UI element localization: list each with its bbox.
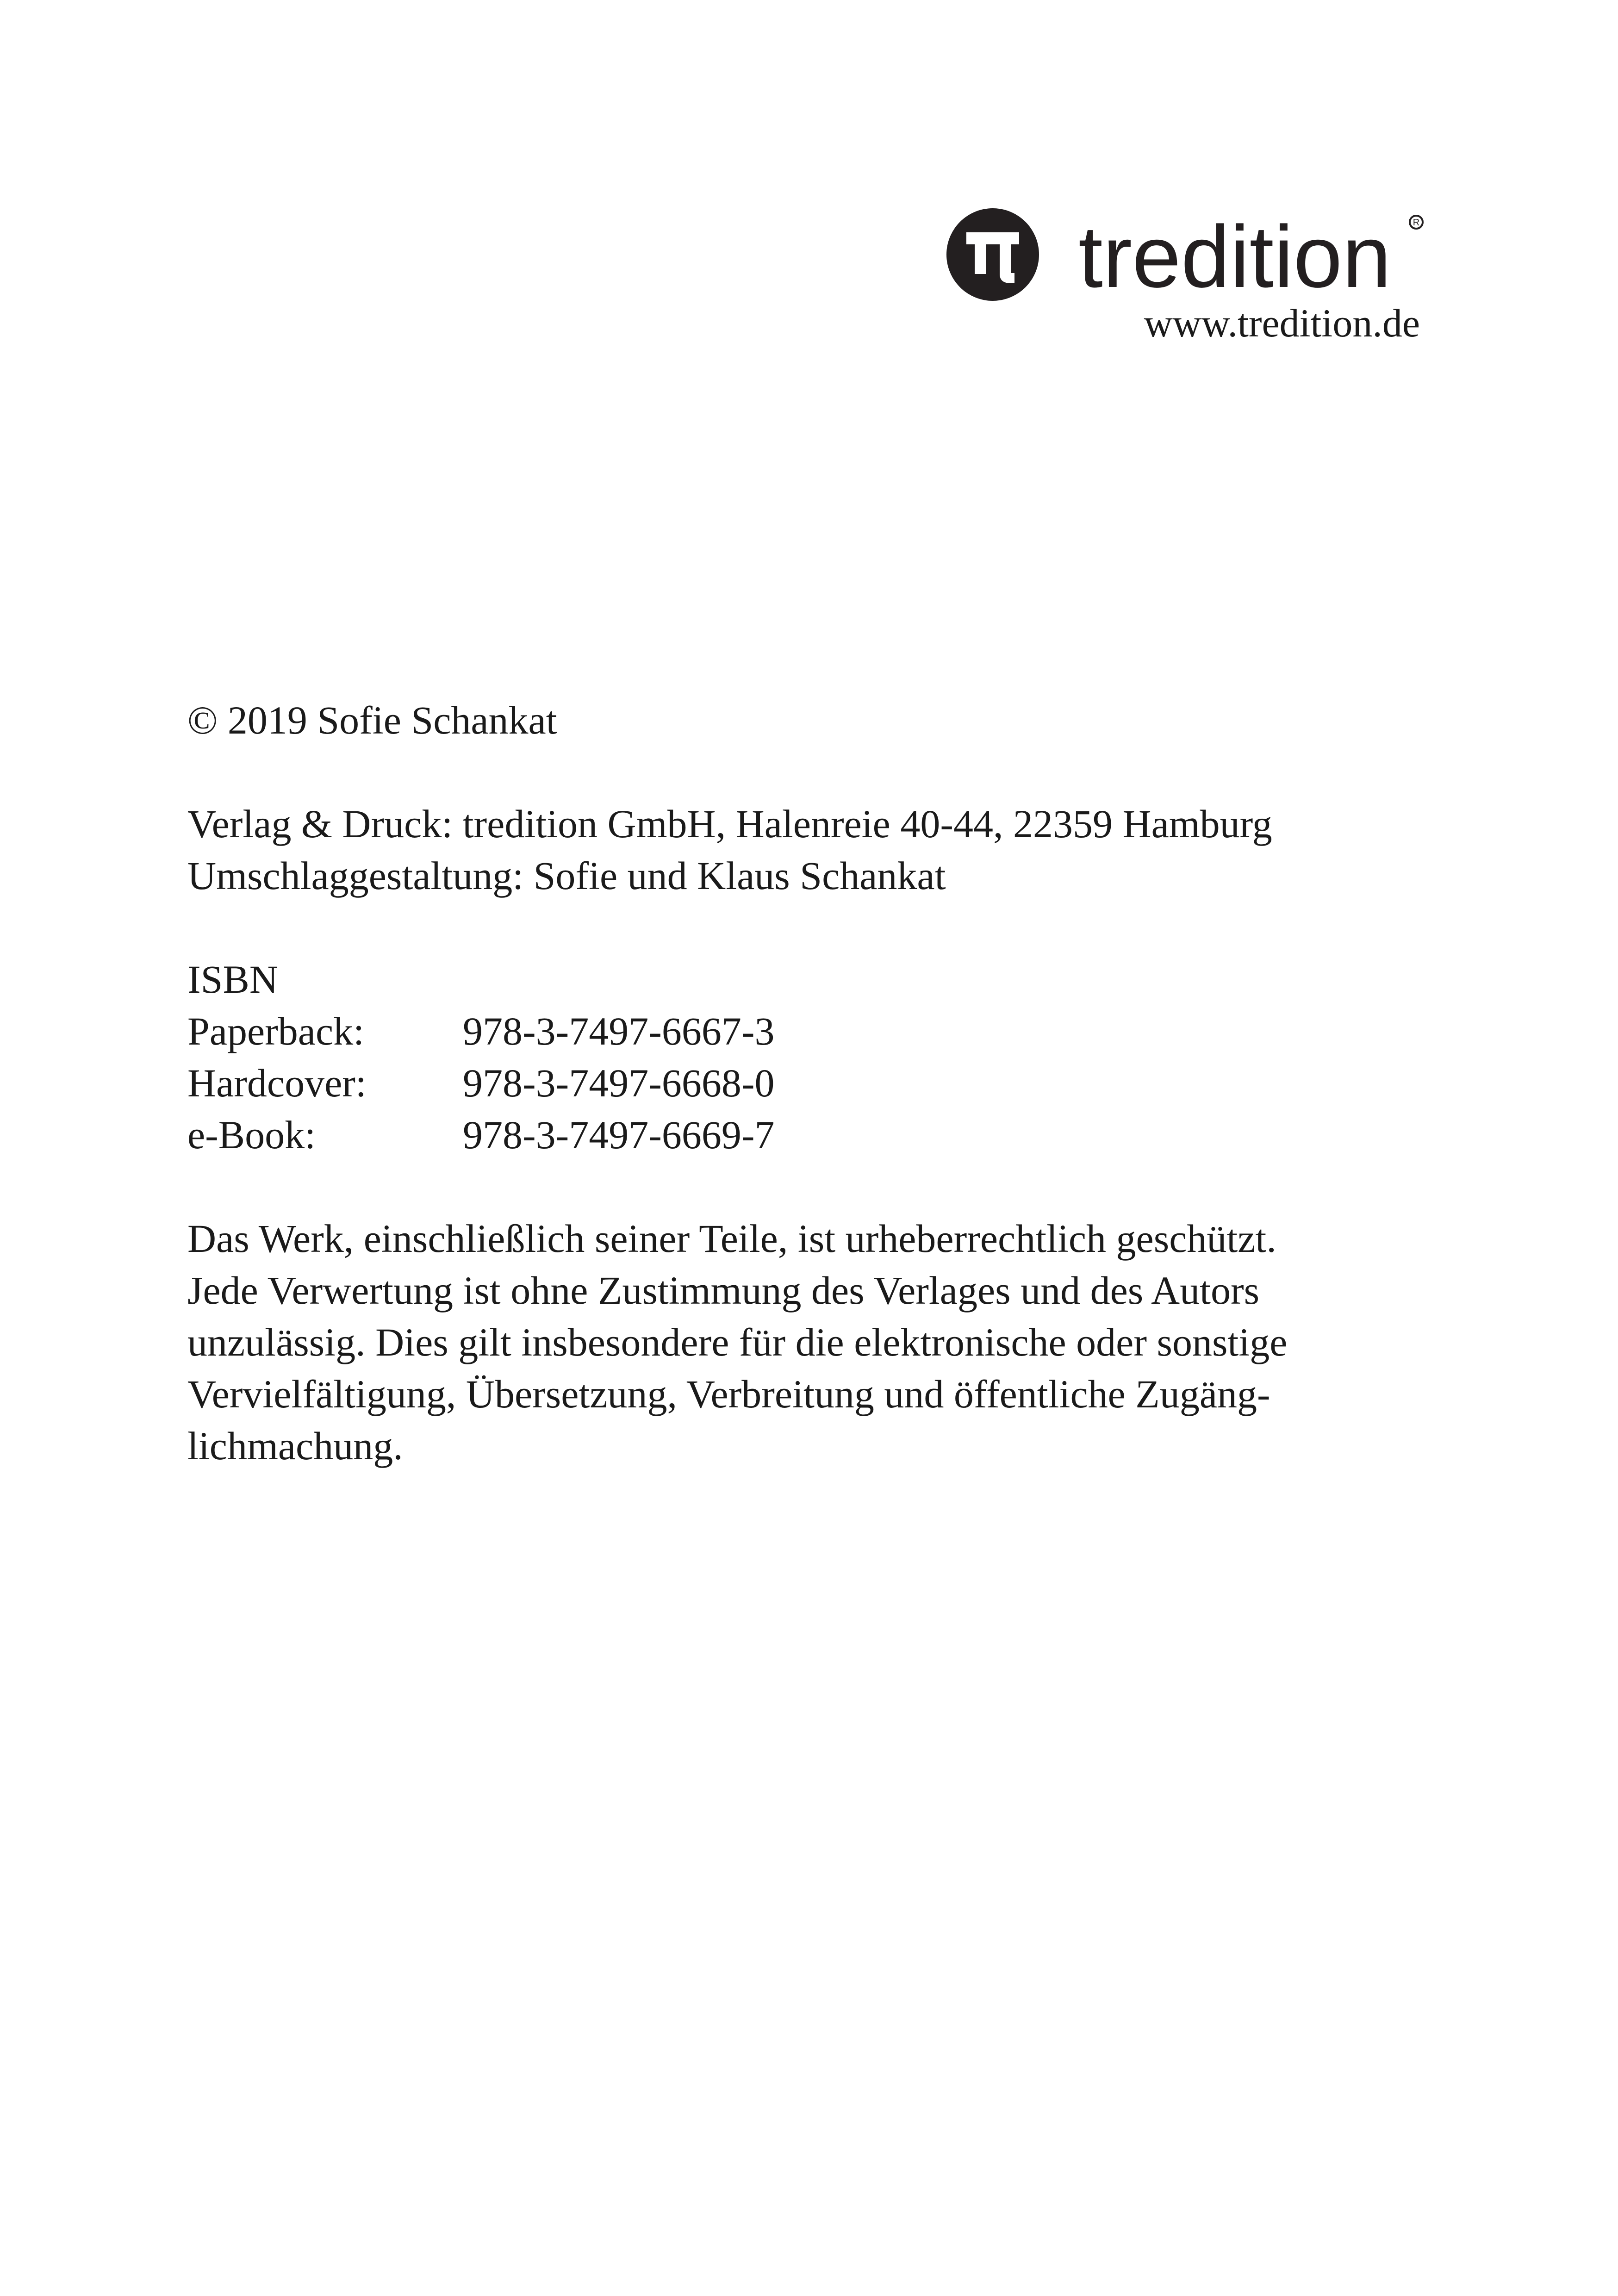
rights-notice — [187, 1213, 1437, 1472]
svg-text:R: R — [1413, 218, 1420, 228]
isbn-heading: ISBN — [187, 957, 278, 1002]
isbn-row-paperback — [187, 1005, 1437, 1057]
logo-wordmark: tredition — [1078, 208, 1391, 305]
isbn-value: 978-3-7497-6667-3 — [463, 1009, 775, 1053]
imprint-block — [187, 694, 1437, 1472]
isbn-label: Paperback: — [187, 1009, 365, 1053]
isbn-value: 978-3-7497-6669-7 — [463, 1113, 775, 1157]
isbn-row-hardcover — [187, 1057, 1437, 1109]
rights-notice-line: Das Werk, einschließlich seiner Teile, ist urheberrechtlich geschützt. — [187, 1216, 1276, 1261]
isbn-label: Hardcover: — [187, 1061, 367, 1105]
rights-notice-line: unzulässig. Dies gilt insbesondere für die elektronische oder sonstige — [187, 1320, 1288, 1364]
publisher-website: www.tredition.de — [1144, 301, 1420, 345]
isbn-row-ebook — [187, 1109, 1437, 1161]
isbn-value: 978-3-7497-6668-0 — [463, 1061, 775, 1105]
tredition-logo — [944, 204, 1425, 305]
publisher-line: Verlag & Druck: tredition GmbH, Halenreie 40-44, 22359 Hamburg — [187, 802, 1272, 846]
copyright-line: © 2019 Sofie Schankat — [187, 698, 557, 742]
rights-notice-line: lichmachung. — [187, 1424, 403, 1468]
rights-notice-line: Vervielfältigung, Übersetzung, Verbreitung und öffentliche Zugäng- — [187, 1372, 1270, 1416]
isbn-label: e-Book: — [187, 1113, 316, 1157]
rights-notice-line: Jede Verwertung ist ohne Zustimmung des Verlages und des Autors — [187, 1268, 1260, 1313]
cover-design-line: Umschlaggestaltung: Sofie und Klaus Schankat — [187, 853, 946, 898]
